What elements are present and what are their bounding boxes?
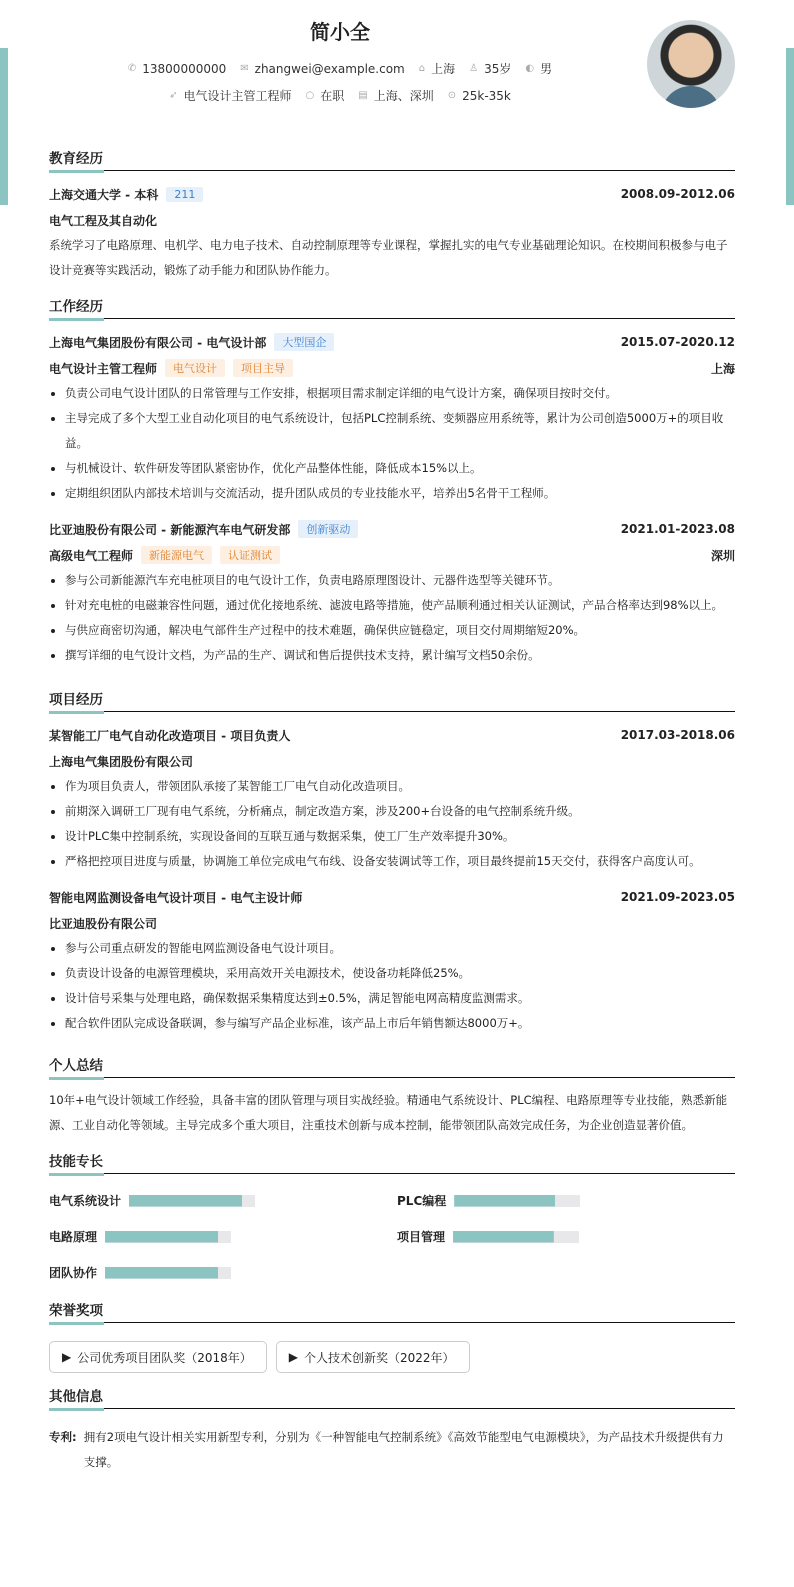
section-title: 工作经历 bbox=[49, 295, 735, 319]
list-item: 设计信号采集与处理电路，确保数据采集精度达到±0.5%，满足智能电网高精度监测需求。 bbox=[49, 986, 735, 1011]
target-city: 上海、深圳 bbox=[373, 89, 434, 103]
date: 2008.09-2012.06 bbox=[620, 187, 735, 201]
patent-text: 拥有2项电气设计相关实用新型专利，分别为《一种智能电气控制系统》《高效节能型电气电源模块》，为产品技术升级提供有力支撑。 bbox=[83, 1430, 724, 1469]
list-item: 针对充电桩的电磁兼容性问题，通过优化接地系统、滤波电路等措施，使产品顺利通过相关认证测试，产品合格率达到98%以上。 bbox=[49, 593, 735, 618]
education-desc: 系统学习了电路原理、电机学、电力电子技术、自动控制原理等专业课程，掌握扎实的电气专业基础理论知识。在校期间积极参与电子设计竞赛等实践活动，锻炼了动手能力和团队协作能力。 bbox=[49, 238, 728, 277]
email: zhangwei@example.com bbox=[254, 61, 405, 76]
skill-bar-fill bbox=[105, 1231, 218, 1243]
list-item: 负责设计设备的电源管理模块，采用高效开关电源技术，使设备功耗降低25%。 bbox=[49, 961, 735, 986]
list-item: 严格把控项目进度与质量，协调施工单位完成电气布线、设备安装调试等工作，项目最终提前15天交付，获得客户高度认可。 bbox=[49, 849, 735, 874]
role-tag: 电气设计 bbox=[165, 359, 225, 377]
company-tag: 创新驱动 bbox=[298, 520, 358, 538]
skill-bar-fill bbox=[129, 1195, 242, 1207]
phone-icon: ✆ bbox=[127, 63, 137, 74]
caret-right-icon: ▶ bbox=[62, 1350, 72, 1364]
section-title: 教育经历 bbox=[49, 147, 735, 171]
role-tag: 项目主导 bbox=[233, 359, 293, 377]
skill-name: 团队协作 bbox=[49, 1266, 98, 1280]
email-icon: ✉ bbox=[240, 63, 249, 74]
list-item: 主导完成了多个大型工业自动化项目的电气系统设计，包括PLC控制系统、变频器应用系统等，累计为公司创造5000万+的项目收益。 bbox=[49, 406, 735, 456]
list-item: 作为项目负责人，带领团队承接了某智能工厂电气自动化改造项目。 bbox=[49, 774, 735, 799]
section-title: 荣誉奖项 bbox=[49, 1299, 735, 1323]
contact-row bbox=[0, 60, 680, 77]
skill-name: 电路原理 bbox=[49, 1230, 98, 1244]
summary-section bbox=[49, 1054, 735, 1138]
project-item bbox=[49, 726, 735, 874]
list-item: 与机械设计、软件研发等团队紧密协作，优化产品整体性能，降低成本15%以上。 bbox=[49, 456, 735, 481]
skill-bar bbox=[453, 1231, 579, 1243]
work-city: 深圳 bbox=[710, 548, 735, 563]
list-item: 参与公司重点研发的智能电网监测设备电气设计项目。 bbox=[49, 936, 735, 961]
building-icon: ▤ bbox=[358, 90, 368, 101]
skills-section bbox=[49, 1150, 735, 1281]
other-section bbox=[49, 1385, 735, 1475]
home-icon: ⌂ bbox=[418, 63, 426, 74]
gender: 男 bbox=[540, 62, 553, 76]
date: 2015.07-2020.12 bbox=[620, 335, 735, 349]
candidate-name: 简小全 bbox=[310, 20, 370, 44]
company-tag: 大型国企 bbox=[274, 333, 334, 351]
company: 比亚迪股份有限公司 - 新能源汽车电气研发部 bbox=[49, 522, 291, 537]
avatar bbox=[647, 20, 735, 108]
date: 2017.03-2018.06 bbox=[620, 728, 735, 742]
work-item bbox=[49, 333, 735, 506]
major: 电气工程及其自动化 bbox=[49, 213, 158, 228]
list-item: 撰写详细的电气设计文档，为产品的生产、调试和售后提供技术支持，累计编写文档50余份。 bbox=[49, 643, 735, 668]
send-icon: ➶ bbox=[169, 90, 178, 101]
role-tag: 新能源电气 bbox=[141, 546, 212, 564]
age: 35岁 bbox=[484, 62, 512, 76]
company: 上海电气集团股份有限公司 - 电气设计部 bbox=[49, 335, 267, 350]
work-item bbox=[49, 520, 735, 668]
city: 上海 bbox=[431, 62, 456, 76]
project-name: 某智能工厂电气自动化改造项目 - 项目负责人 bbox=[49, 728, 291, 743]
skill-item bbox=[49, 1192, 397, 1209]
list-item: 配合软件团队完成设备联调，参与编写产品企业标准，该产品上市后年销售额达8000万+。 bbox=[49, 1011, 735, 1036]
date: 2021.09-2023.05 bbox=[620, 890, 735, 904]
patent-label: 专利: bbox=[49, 1430, 77, 1444]
date: 2021.01-2023.08 bbox=[620, 522, 735, 536]
project-company: 比亚迪股份有限公司 bbox=[49, 916, 158, 931]
resume-header bbox=[0, 0, 794, 130]
list-item: 与供应商密切沟通，解决电气部件生产过程中的技术难题，确保供应链稳定，项目交付周期缩短20%。 bbox=[49, 618, 735, 643]
section-title: 其他信息 bbox=[49, 1385, 735, 1409]
skill-bar-fill bbox=[105, 1267, 218, 1279]
role-tag: 认证测试 bbox=[220, 546, 280, 564]
award-item[interactable] bbox=[49, 1341, 267, 1373]
work-city: 上海 bbox=[710, 361, 735, 376]
intent-row bbox=[0, 87, 680, 104]
skill-item bbox=[49, 1228, 397, 1245]
job-status: 在职 bbox=[320, 89, 345, 103]
job-title: 电气设计主管工程师 bbox=[183, 89, 292, 103]
list-item: 前期深入调研工厂现有电气系统，分析痛点，制定改造方案，涉及200+台设备的电气控制系统升级。 bbox=[49, 799, 735, 824]
project-company: 上海电气集团股份有限公司 bbox=[49, 754, 194, 769]
awards-section bbox=[49, 1299, 735, 1373]
skill-name: 项目管理 bbox=[397, 1230, 446, 1244]
list-item: 定期组织团队内部技术培训与交流活动，提升团队成员的专业技能水平，培养出5名骨干工程师。 bbox=[49, 481, 735, 506]
skill-item bbox=[49, 1264, 397, 1281]
section-title: 个人总结 bbox=[49, 1054, 735, 1078]
list-item: 参与公司新能源汽车充电桩项目的电气设计工作，负责电路原理图设计、元器件选型等关键环节。 bbox=[49, 568, 735, 593]
project-item bbox=[49, 888, 735, 1036]
skill-bar bbox=[105, 1231, 231, 1243]
school-tag: 211 bbox=[166, 187, 203, 202]
role: 电气设计主管工程师 bbox=[49, 361, 158, 376]
project-name: 智能电网监测设备电气设计项目 - 电气主设计师 bbox=[49, 890, 303, 905]
skill-item bbox=[397, 1192, 735, 1209]
education-section bbox=[49, 147, 735, 283]
skill-bar bbox=[129, 1195, 255, 1207]
salary: 25k-35k bbox=[462, 88, 511, 103]
summary-text: 10年+电气设计领域工作经验，具备丰富的团队管理与项目实战经验。精通电气系统设计、PLC编程、电路原理等专业技能，熟悉新能源、工业自动化等领域。主导完成多个重大项目，注重技术创新与成本控制，能带领团队高效完成任务，为企业创造显著价值。 bbox=[49, 1093, 728, 1132]
role: 高级电气工程师 bbox=[49, 548, 134, 563]
status-icon: ○ bbox=[305, 90, 315, 101]
skill-bar bbox=[105, 1267, 231, 1279]
gender-icon: ◐ bbox=[525, 63, 535, 74]
project-section bbox=[49, 688, 735, 1036]
skill-bar-fill bbox=[453, 1231, 554, 1243]
skill-name: PLC编程 bbox=[397, 1194, 447, 1208]
award-label: 公司优秀项目团队奖（2018年） bbox=[77, 1350, 252, 1365]
age-icon: ♙ bbox=[469, 63, 479, 74]
skill-bar bbox=[454, 1195, 580, 1207]
award-label: 个人技术创新奖（2022年） bbox=[304, 1350, 455, 1365]
salary-icon: ⊙ bbox=[447, 90, 457, 101]
skill-bar-fill bbox=[454, 1195, 555, 1207]
school: 上海交通大学 - 本科 bbox=[49, 187, 159, 202]
caret-right-icon: ▶ bbox=[288, 1350, 299, 1364]
section-title: 技能专长 bbox=[49, 1150, 735, 1174]
list-item: 设计PLC集中控制系统，实现设备间的互联互通与数据采集，使工厂生产效率提升30%。 bbox=[49, 824, 735, 849]
section-title: 项目经历 bbox=[49, 688, 735, 712]
phone: 13800000000 bbox=[142, 61, 227, 76]
work-section bbox=[49, 295, 735, 668]
list-item: 负责公司电气设计团队的日常管理与工作安排，根据项目需求制定详细的电气设计方案，确保项目按时交付。 bbox=[49, 381, 735, 406]
award-item[interactable] bbox=[276, 1341, 470, 1373]
skill-name: 电气系统设计 bbox=[49, 1194, 122, 1208]
skill-item bbox=[397, 1228, 735, 1245]
